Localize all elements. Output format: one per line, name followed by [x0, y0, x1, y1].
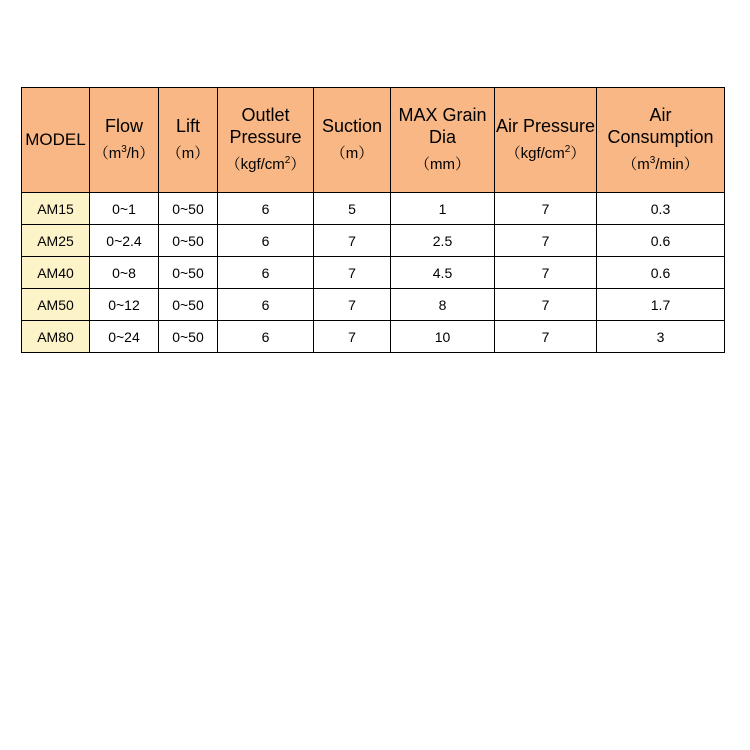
header-unit: （mm）: [415, 156, 470, 173]
header-unit: $(kgf/cm^2)$: [225, 155, 306, 173]
flow-cell: 0~8: [90, 257, 159, 289]
suction-cell: 7: [314, 289, 391, 321]
header-model: [22, 88, 90, 193]
header-unit: $(kgf/cm^2)$: [505, 144, 586, 162]
table-row: [22, 289, 725, 321]
flow-cell: 0~24: [90, 321, 159, 353]
flow-cell: 0~12: [90, 289, 159, 321]
table-header: [22, 88, 725, 193]
outlet-pressure-cell: 6: [218, 289, 314, 321]
air-pressure-cell: 7: [495, 289, 597, 321]
table-row: [22, 257, 725, 289]
header-max-grain-dia: [391, 88, 495, 193]
table-row: [22, 225, 725, 257]
header-title: MAX Grain Dia: [398, 105, 487, 147]
header-title: Lift: [175, 116, 200, 136]
header-unit: （m）: [330, 145, 374, 162]
outlet-pressure-cell: 6: [218, 225, 314, 257]
air-pressure-cell: 7: [495, 193, 597, 225]
lift-cell: 0~50: [159, 289, 218, 321]
air-consumption-cell: 0.6: [597, 257, 725, 289]
spec-table: [21, 87, 725, 353]
max-grain-dia-cell: 4.5: [391, 257, 495, 289]
header-title: Air Consumption: [607, 105, 714, 147]
model-cell: AM50: [22, 289, 90, 321]
air-pressure-cell: 7: [495, 321, 597, 353]
lift-cell: 0~50: [159, 321, 218, 353]
outlet-pressure-cell: 6: [218, 321, 314, 353]
header-unit: $(m^3/h)$: [93, 144, 155, 162]
table-row: [22, 321, 725, 353]
table-row: [22, 193, 725, 225]
flow-cell: 0~1: [90, 193, 159, 225]
air-pressure-cell: 7: [495, 225, 597, 257]
lift-cell: 0~50: [159, 225, 218, 257]
air-pressure-cell: 7: [495, 257, 597, 289]
outlet-pressure-cell: 6: [218, 257, 314, 289]
header-unit: $(m^3/\min)$: [622, 155, 699, 173]
header-unit: （m）: [166, 145, 210, 162]
air-consumption-cell: 0.6: [597, 225, 725, 257]
table-body: [22, 193, 725, 353]
flow-cell: 0~2.4: [90, 225, 159, 257]
header-suction: [314, 88, 391, 193]
header-title: MODEL: [25, 130, 86, 149]
model-cell: AM80: [22, 321, 90, 353]
suction-cell: 5: [314, 193, 391, 225]
model-cell: AM15: [22, 193, 90, 225]
header-air-pressure: [495, 88, 597, 193]
max-grain-dia-cell: 10: [391, 321, 495, 353]
max-grain-dia-cell: 8: [391, 289, 495, 321]
max-grain-dia-cell: 1: [391, 193, 495, 225]
lift-cell: 0~50: [159, 193, 218, 225]
header-title: Suction: [321, 116, 383, 136]
header-title: Outlet Pressure: [229, 105, 302, 147]
model-cell: AM25: [22, 225, 90, 257]
max-grain-dia-cell: 2.5: [391, 225, 495, 257]
header-title: Flow: [104, 116, 143, 136]
outlet-pressure-cell: 6: [218, 193, 314, 225]
header-air-consumption: [597, 88, 725, 193]
header-lift: [159, 88, 218, 193]
model-cell: AM40: [22, 257, 90, 289]
suction-cell: 7: [314, 225, 391, 257]
header-row: [22, 88, 725, 193]
air-consumption-cell: 1.7: [597, 289, 725, 321]
header-outlet-pressure: [218, 88, 314, 193]
air-consumption-cell: 0.3: [597, 193, 725, 225]
header-title: Air Pressure: [495, 116, 596, 136]
air-consumption-cell: 3: [597, 321, 725, 353]
lift-cell: 0~50: [159, 257, 218, 289]
header-flow: [90, 88, 159, 193]
suction-cell: 7: [314, 257, 391, 289]
suction-cell: 7: [314, 321, 391, 353]
